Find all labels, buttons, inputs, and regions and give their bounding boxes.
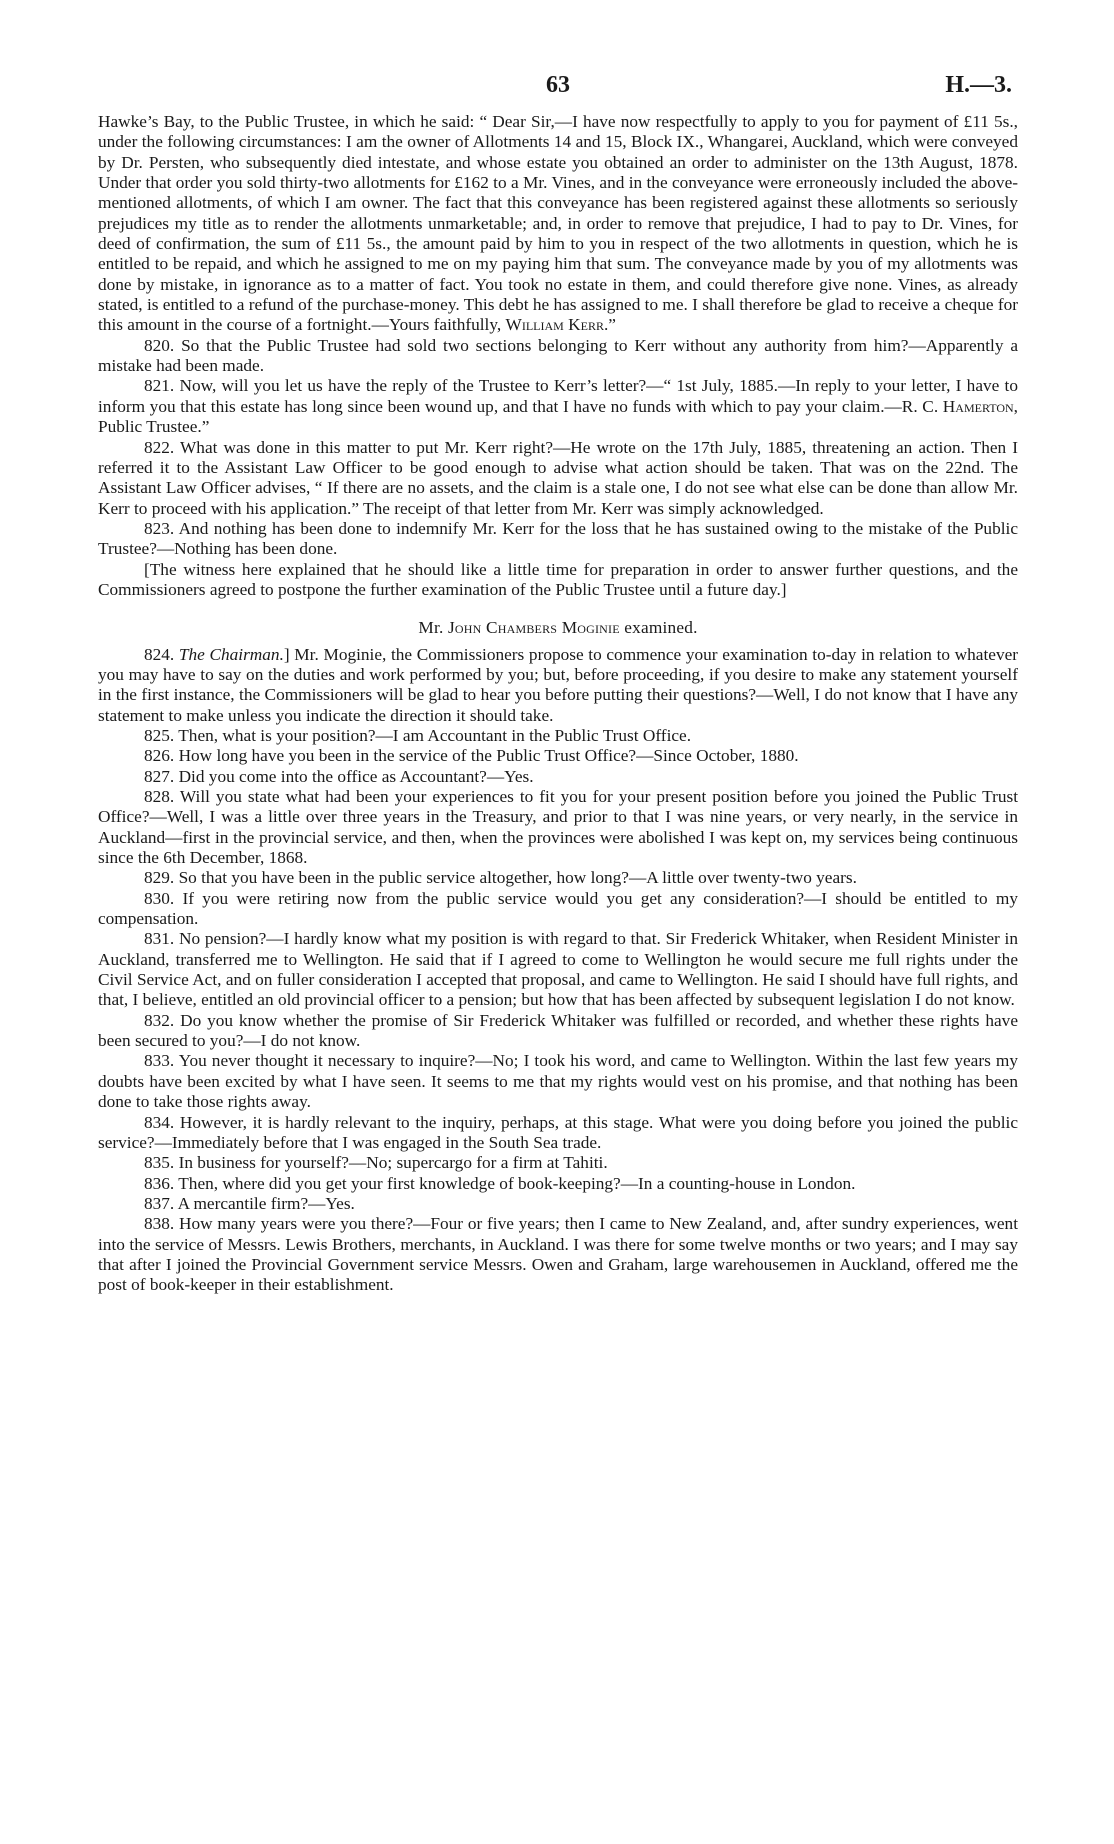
document-body — [98, 112, 1018, 1296]
paragraph — [98, 889, 1018, 930]
text-segment: 831. No pension?—I hardly know what my position is with regard to that. Sir Frederick Whitaker, when Resident Minister in Auckland, transferred me to Wellington. He said that if I agreed to come to Wellington he would secure me full rights under the Civil Service Act, and on fuller consideration I accepted that proposal, and came to Wellington. He said I should have full rights, and that, I believe, entitled an old provincial officer to a pension; but how that has been affected by subsequent legislation I do not know. — [98, 929, 1018, 1010]
paragraph — [98, 1011, 1018, 1052]
section-heading — [98, 618, 1018, 638]
name-small-caps: John Chambers Moginie — [447, 618, 620, 638]
paragraph — [98, 726, 1018, 746]
text-segment: 832. Do you know whether the promise of Sir Frederick Whitaker was fulfilled or recorded, and whether these rights have been secured to you?—I do not know. — [98, 1010, 1018, 1051]
paragraph — [98, 1113, 1018, 1154]
text-segment: Hawke’s Bay, to the Public Trustee, in which he said: “ Dear Sir,—I have now respectfully to apply to you for payment of £11 5s., under the following circumstances: I am the owner of Allotments 14 and 15, Block IX., Whangarei, Auckland, which were conveyed by Dr. Persten, who subsequently died intestate, and whose estate you obtained an order to administer on the 13th August, 1878. Under that order you sold thirty-two allotments for £162 to a Mr. Vines, and in the conveyance were erroneously included the above-mentioned allotments, of which I am owner. The fact that this conveyance has been registered against these allotments so seriously prejudices my title as to render the allotments unmarketable; and, in order to remove that prejudice, I had to pay to Dr. Vines, for deed of confirmation, the sum of £11 5s., the amount paid by him to you in respect of the two allotments in question, which he is entitled to be repaid, and which he assigned to me on my paying him that sum. The conveyance made by you of my allotments was done by mistake, in ignorance as to a matter of fact. You took no estate in them, and could therefore give none. Vines, as already stated, is entitled to a refund of the purchase-money. This debt he has assigned to me. I shall therefore be glad to receive a cheque for this amount in the course of a fortnight.—Yours faithfully, — [98, 112, 1018, 335]
text-segment: examined. — [619, 618, 698, 638]
testimony-block-public-trustee — [98, 112, 1018, 600]
paragraph — [98, 787, 1018, 868]
text-segment: 824. — [144, 644, 179, 664]
text-segment: 834. However, it is hardly relevant to the inquiry, perhaps, at this stage. What were you doing before you joined the public service?—Immediately before that I was engaged in the South Sea trade. — [98, 1112, 1018, 1152]
paragraph — [98, 746, 1018, 766]
text-segment: 822. What was done in this matter to put Mr. Kerr right?—He wrote on the 17th July, 1885, threatening an action. Then I referred it to the Assistant Law Officer to be good enough to advise what action should be taken. That was on the 22nd. The Assistant Law Officer advises, “ If there are no assets, and the claim is a stale one, I do not see what else can be done than allow Mr. Kerr to proceed with his application.” The receipt of that letter from Mr. Kerr was simply acknowledged. — [98, 437, 1018, 518]
paragraph — [98, 1174, 1018, 1194]
text-segment: .” — [603, 315, 616, 335]
text-segment: 820. So that the Public Trustee had sold two sections belonging to Kerr without any authority from him?—Apparently a mistake had been made. — [98, 335, 1018, 376]
paragraph — [98, 645, 1018, 726]
testimony-block-moginie — [98, 645, 1018, 1296]
page-header — [98, 72, 1018, 112]
paragraph — [98, 519, 1018, 560]
text-segment: Mr. — [418, 618, 448, 638]
text-segment: 826. How long have you been in the service of the Public Trust Office?—Since October, 1880. — [144, 746, 799, 766]
name-small-caps: Hamerton — [942, 396, 1014, 416]
paragraph — [98, 1153, 1018, 1173]
speaker-italic: The Chairman. — [178, 644, 284, 664]
paragraph — [98, 336, 1018, 377]
document-page — [98, 72, 1018, 1296]
text-segment: 823. And nothing has been done to indemnify Mr. Kerr for the loss that he has sustained owing to the mistake of the Public Trustee?—Nothing has been done. — [98, 518, 1018, 559]
text-segment: ] Mr. Moginie, the Commissioners propose to commence your examination to-day in relation to whatever you may have to say on the duties and work performed by you; but, before proceeding, if you desire to make any statement yourself in the first instance, the Commissioners will be glad to hear you before putting their questions?—Well, I do not know that I have any statement to make unless you indicate the direction it should take. — [98, 644, 1019, 725]
text-segment: 836. Then, where did you get your first knowledge of book-keeping?—In a counting-house in London. — [144, 1173, 856, 1193]
text-segment: 827. Did you come into the office as Accountant?—Yes. — [144, 766, 534, 786]
paragraph — [98, 868, 1018, 888]
text-segment: [The witness here explained that he should like a little time for preparation in order to answer further questions, and the Commissioners agreed to postpone the further examination of the Public Trustee until a future day.] — [98, 559, 1018, 599]
text-segment: 821. Now, will you let us have the reply of the Trustee to Kerr’s letter?—“ 1st July, 1885.—In reply to your letter, I have to inform you that this estate has long since been wound up, and that I have no funds with which to pay your claim.—R. C. — [98, 376, 1018, 416]
text-segment: 837. A mercantile firm?—Yes. — [144, 1193, 355, 1213]
paragraph — [98, 929, 1018, 1010]
paragraph — [98, 376, 1018, 437]
text-segment: 833. You never thought it necessary to inquire?—No; I took his word, and came to Wellington. Within the last few years my doubts have been excited by what I have seen. It seems to me that my rights would vest on his promise, and that nothing has been done to take those rights away. — [98, 1051, 1018, 1112]
name-small-caps: William Kerr — [505, 315, 604, 335]
paragraph — [98, 1214, 1018, 1295]
text-segment: 825. Then, what is your position?—I am Accountant in the Public Trust Office. — [144, 725, 692, 745]
paragraph — [98, 112, 1018, 336]
text-segment: 838. How many years were you there?—Four or five years; then I came to New Zealand, and, after sundry experiences, went into the service of Messrs. Lewis Brothers, merchants, in Auckland. I was there for some twelve months or two years; and I may say that after I joined the Provincial Government service Messrs. Owen and Graham, large warehousemen in Auckland, offered me the post of book-keeper in their establishment. — [98, 1214, 1018, 1295]
paragraph — [98, 767, 1018, 787]
text-segment: , Public Trustee.” — [98, 396, 1018, 437]
paragraph — [98, 1194, 1018, 1214]
text-segment: 835. In business for yourself?—No; supercargo for a firm at Tahiti. — [144, 1153, 608, 1173]
text-segment: 830. If you were retiring now from the public service would you get any consideration?—I should be entitled to my compensation. — [98, 888, 1018, 929]
page-number: 63 — [546, 72, 570, 98]
text-segment: 828. Will you state what had been your experiences to fit you for your present position before you joined the Public Trust Office?—Well, I was a little over three years in the Treasury, and prior to that I was nine years, or very nearly, in the service in Auckland—first in the provincial service, and then, when the provinces were abolished I was kept on, my services being continuous since the 6th December, 1868. — [98, 787, 1018, 868]
paragraph — [98, 560, 1018, 601]
paragraph — [98, 438, 1018, 519]
text-segment: 829. So that you have been in the public service altogether, how long?—A little over twenty-two years. — [144, 868, 857, 888]
document-reference: H.—3. — [945, 72, 1012, 98]
paragraph — [98, 1051, 1018, 1112]
